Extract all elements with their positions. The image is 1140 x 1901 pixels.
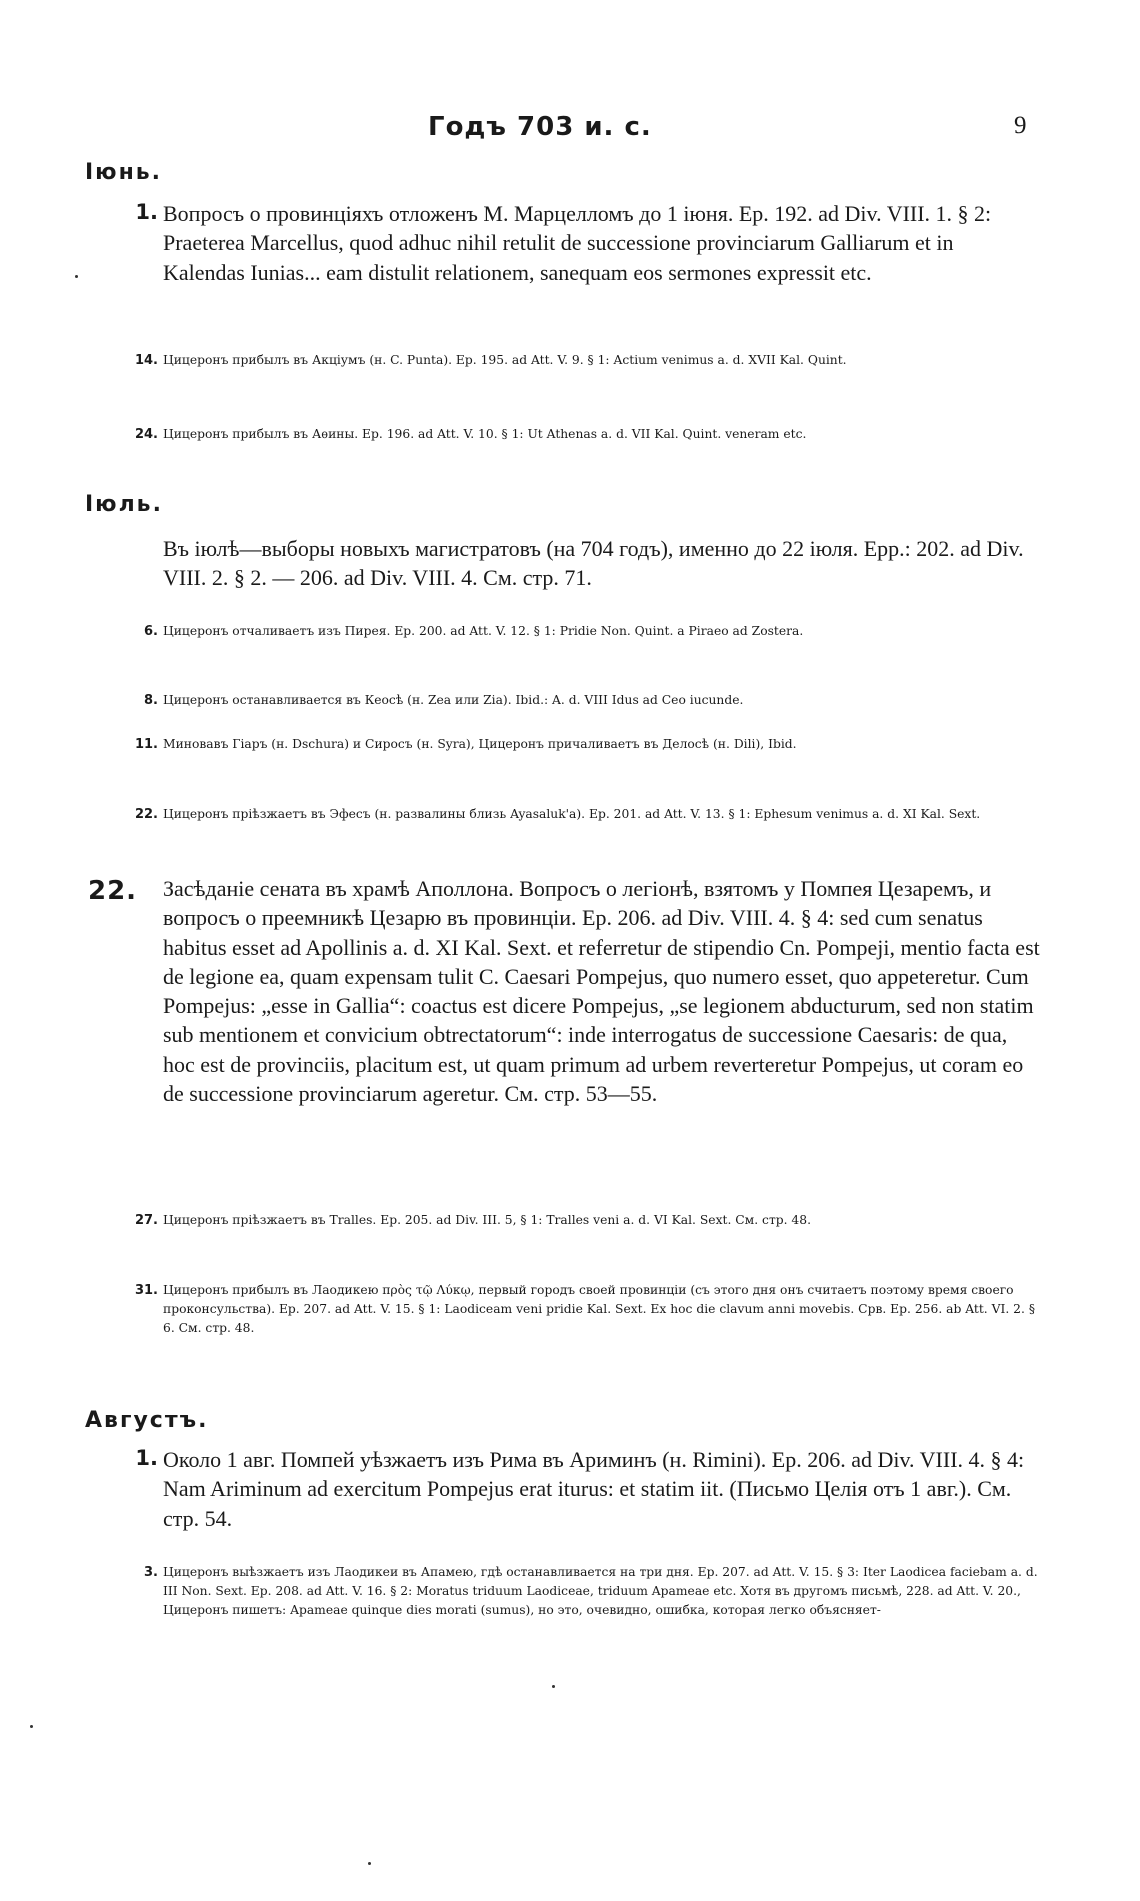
entry-day: 1. [135,200,158,224]
entry-july-6 [128,622,1040,641]
scan-speck [552,1685,555,1688]
entry-text: Цицеронъ пріѣзжаетъ въ Tralles. Ер. 205. ad Div. III. 5, § 1: Tralles veni a. d. VI Kal. Sext. См. стр. 48. [163,1213,811,1227]
entry-day: 8. [144,693,158,708]
entry-june-14 [128,351,1040,370]
entry-june-1 [128,199,1040,287]
entry-text: Цицеронъ отчаливаетъ изъ Пирея. Ер. 200. ad Att. V. 12. § 1: Pridie Non. Quint. a Piraeo ad Zostera. [163,624,804,638]
month-heading-august: Августъ. [85,1408,209,1433]
entry-text: Цицеронъ прибылъ въ Акціумъ (н. C. Punta). Ер. 195. ad Att. V. 9. § 1: Actium venimus a. d. XVII Kal. Quint. [163,353,847,367]
entry-text: Засѣданіе сената въ храмѣ Аполлона. Вопросъ о легіонѣ, взятомъ у Помпея Цезаремъ, и вопросъ о преемникѣ Цезарю въ провинціи. Ер. 206. ad Div. VIII. 4. § 4: sed cum senatus habitus esset ad Apollinis a. d. XI Kal. Sext. et referretur de stipendio Cn. Pompeji, mentio facta est de legione ea, quam expensam tulit C. Caesari Pompejus, quo numero esset, quo appeteretur. Cum Pompejus: „esse in Gallia“: coactus est dicere Pompejus, „se legionem abducturum, sed non statim sub mentionem et convicium obtrectatorum“: inde interrogatus de successione Caesaris: de qua, hoc est de provinciis, placitum est, ut quam primum ad urbem reverteretur Pompejus, ut coram eo de successione provinciarum ageretur. См. стр. 53—55. [163,876,1040,1106]
entry-july-general [128,534,1040,593]
entry-text: Миновавъ Гіаръ (н. Dschura) и Сиросъ (н. Syra), Цицеронъ причаливаетъ въ Делосѣ (н. Dili), Ibid. [163,737,797,751]
scan-speck [368,1862,371,1865]
entry-july-22-ephesus [128,805,1040,824]
page-number: 9 [1014,112,1027,139]
entry-text: Цицеронъ пріѣзжаетъ въ Эфесъ (н. развалины близь Ayasaluk'а). Ер. 201. ad Att. V. 13. § 1: Ephesum venimus a. d. XI Kal. Sext. [163,807,981,821]
entry-text: Цицеронъ прибылъ въ Лаодикею πρὸς τῷ Λύκῳ, первый городъ своей провинціи (съ этого дня онъ считаетъ поэтому время своего проконсульства). Ер. 207. ad Att. V. 15. § 1: Laodiceam veni pridie Kal. Sext. Ex hoc die clavum anni movebis. Срв. Ер. 256. ab Att. VI. 2. § 6. См. стр. 48. [163,1283,1035,1336]
month-heading-july: Іюль. [85,492,163,517]
entry-july-27 [128,1211,1040,1230]
entry-august-3 [128,1563,1040,1620]
entry-july-8 [128,691,1040,710]
entry-text: Цицеронъ останавливается въ Кеосѣ (н. Zea или Zia). Ibid.: A. d. VIII Idus ad Ceo iucunde. [163,693,744,707]
entry-day: 31. [134,1283,158,1298]
scan-speck [75,275,78,278]
entry-day: 22. [88,876,138,906]
entry-day: 6. [144,624,158,639]
entry-day: 1. [135,1446,158,1470]
entry-july-22-senate [88,874,1040,1108]
running-header-title: Годъ 703 и. с. [428,112,652,142]
entry-day: 22. [134,807,158,822]
entry-day: 11. [134,737,158,752]
entry-text: Цицеронъ выѣзжаетъ изъ Лаодикеи въ Апамею, гдѣ останавливается на три дня. Ер. 207. ad Att. V. 15. § 3: Iter Laodiceа faciebam a. d. III Non. Sext. Ер. 208. ad Att. V. 16. § 2: Moratus triduum Laodiceae, triduum Apameae etc. Хотя въ другомъ письмѣ, 228. ad Att. V. 20., Цицеронъ пишетъ: Apameae quinque dies morati (sumus), но это, очевидно, ошибка, которая легко объясняет- [163,1565,1038,1618]
entry-text: Цицеронъ прибылъ въ Аѳины. Ер. 196. ad Att. V. 10. § 1: Ut Athenas a. d. VII Kal. Quint. veneram etc. [163,427,807,441]
entry-june-24 [128,425,1040,444]
entry-day: 14. [134,353,158,368]
entry-day: 3. [144,1565,158,1580]
entry-august-1 [128,1445,1040,1533]
scan-speck [30,1725,33,1728]
month-heading-june: Іюнь. [85,160,163,185]
entry-day: 27. [134,1213,158,1228]
entry-day: 24. [134,427,158,442]
entry-text: Въ іюлѣ—выборы новыхъ магистратовъ (на 704 годъ), именно до 22 іюля. Epp.: 202. ad Div. VIII. 2. § 2. — 206. ad Div. VIII. 4. См. стр. 71. [163,536,1024,591]
entry-july-11 [128,735,1040,754]
entry-text: Около 1 авг. Помпей уѣзжаетъ изъ Рима въ Ариминъ (н. Rimini). Ер. 206. ad Div. VIII. 4. § 4: Nam Ariminum ad exercitum Pompejus erat iturus: et statim iit. (Письмо Целія отъ 1 авг.). См. стр. 54. [163,1447,1025,1531]
entry-july-31 [128,1281,1040,1338]
entry-text: Вопросъ о провинціяхъ отложенъ М. Марцелломъ до 1 іюня. Ер. 192. ad Div. VIII. 1. § 2: Praeterea Marcellus, quod adhuc nihil retulit de successione provinciarum Galliarum et in Kalendas Iunias... eam distulit relationem, sanequam eos sermones expressit etc. [163,201,992,285]
